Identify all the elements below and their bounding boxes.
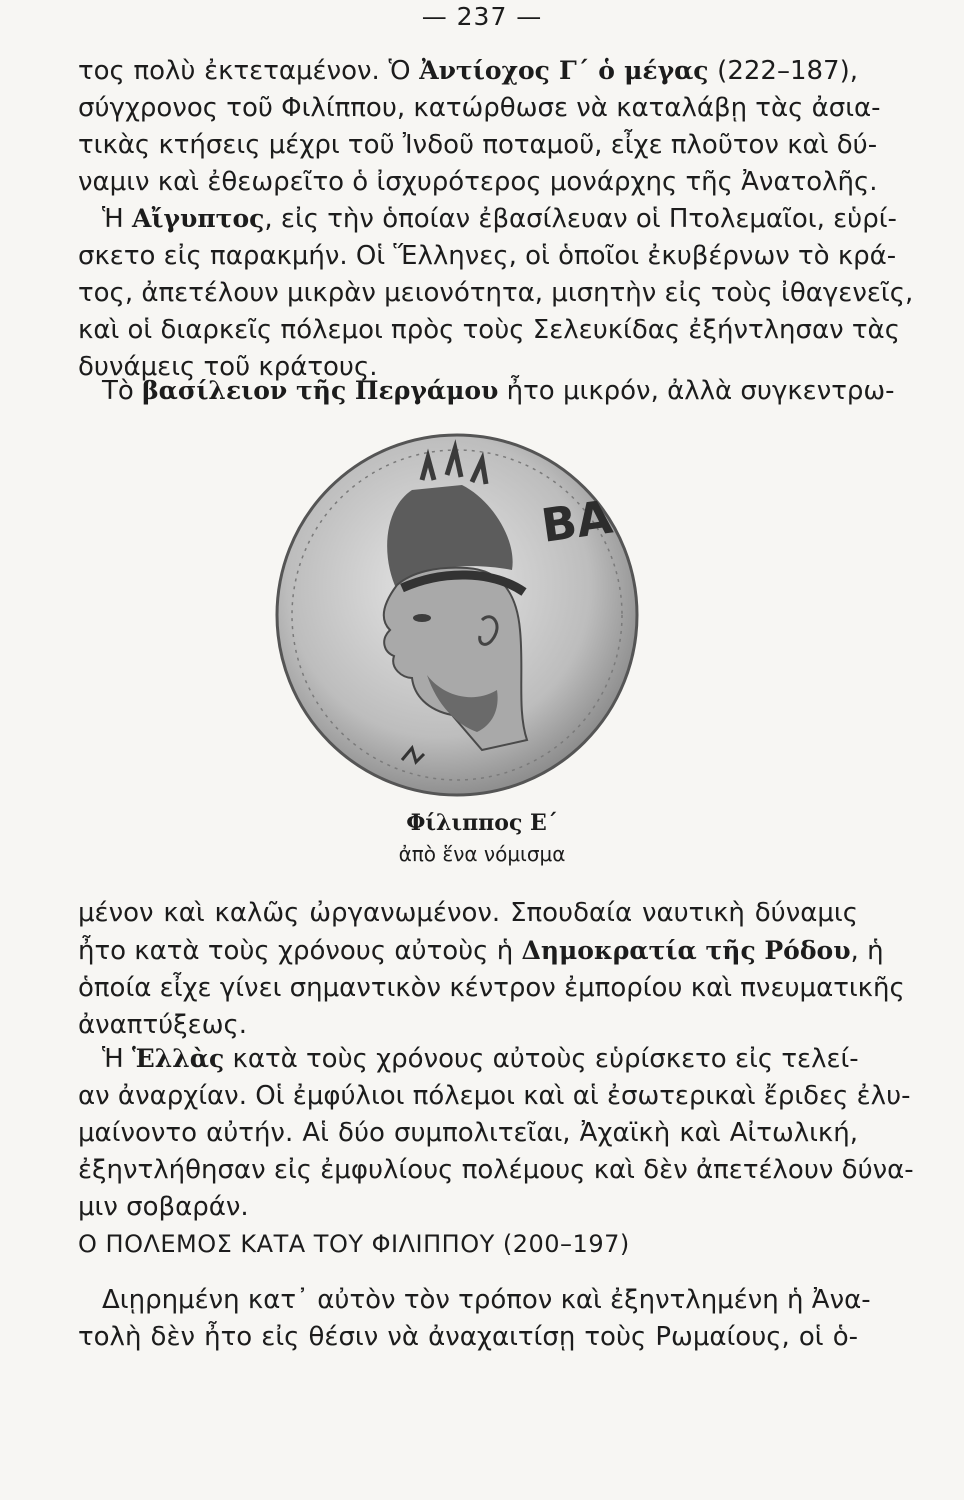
text-line: Τὸ βασίλειον τῆς Περγάμου ἦτο μικρόν, ἀλλὰ συγκεντρω- — [102, 376, 895, 406]
text-line: σκετο εἰς παρακμήν. Οἱ Ἕλληνες, οἱ ὁποῖοι ἐκυβέρνων τὸ κρά- — [78, 241, 897, 271]
text-line: ἐξηντλήθησαν εἰς ἐμφυλίους πολέμους καὶ δὲν ἀπετέλουν δύνα- — [78, 1155, 914, 1185]
text-line: Ἡ Αἴγυπτος, εἰς τὴν ὁποίαν ἐβασίλευαν οἱ Πτολεμαῖοι, εὑρί- — [102, 204, 897, 234]
text-line: ἀναπτύξεως. — [78, 1010, 247, 1040]
text-line: μένον καὶ καλῶς ὠργανωμένον. Σπουδαία ναυτικὴ δύναμις — [78, 898, 858, 928]
paragraph-rhodes — [78, 895, 905, 1044]
text-line: ναμιν καὶ ἐθεωρεῖτο ὁ ἰσχυρότερος μονάρχης τῆς Ἀνατολῆς. — [78, 167, 878, 197]
page-number: — 237 — — [421, 2, 543, 31]
text-line: μιν σοβαράν. — [78, 1192, 249, 1222]
text-line: μαίνοντο αὐτήν. Αἱ δύο συμπολιτεῖαι, Ἀχαϊκὴ καὶ Αἰτωλική, — [78, 1118, 858, 1148]
text-line: δυνάμεις τοῦ κράτους. — [78, 352, 378, 382]
coin-monogram: ΒΑ — [538, 489, 616, 553]
bold-term-pergamon: βασίλειον τῆς Περγάμου — [142, 376, 499, 405]
text-line: ὁποία εἶχε γίνει σημαντικὸν κέντρον ἐμπορίου καὶ πνευματικῆς — [78, 973, 905, 1003]
text-line: τικὰς κτήσεις μέχρι τοῦ Ἰνδοῦ ποταμοῦ, εἶχε πλοῦτον καὶ δύ- — [78, 130, 878, 160]
text-line: Διῃρημένη κατ᾽ αὐτὸν τὸν τρόπον καὶ ἐξηντλημένη ἡ Ἀνα- — [102, 1285, 871, 1315]
text-line: αν ἀναρχίαν. Οἱ ἐμφύλιοι πόλεμοι καὶ αἱ ἐσωτερικαὶ ἔριδες ἐλυ- — [78, 1081, 911, 1111]
text-line: Ἡ Ἑλλὰς κατὰ τοὺς χρόνους αὐτοὺς εὑρίσκετο εἰς τελεί- — [102, 1044, 859, 1074]
text-line: ἦτο κατὰ τοὺς χρόνους αὐτοὺς ἡ Δημοκρατία τῆς Ρόδου, ἡ — [78, 936, 884, 966]
text-line: τος, ἀπετέλουν μικρὰν μειονότητα, μισητὴν εἰς τοὺς ἰθαγενεῖς, — [78, 278, 914, 308]
bold-term-antiochus: Ἀντίοχος Γ΄ ὁ μέγας — [419, 56, 709, 85]
paragraph-egypt — [78, 200, 914, 386]
text-line: καὶ οἱ διαρκεῖς πόλεμοι πρὸς τοὺς Σελευκίδας ἐξήντλησαν τὰς — [78, 315, 900, 345]
text-line: σύγχρονος τοῦ Φιλίππου, κατώρθωσε νὰ καταλάβῃ τὰς ἀσια- — [78, 93, 881, 123]
section-heading: Ο ΠΟΛΕΜΟΣ ΚΑΤΑ ΤΟΥ ΦΙΛΙΠΠΟΥ (200–197) — [78, 1230, 630, 1258]
bold-term-rhodes: Δημοκρατία τῆς Ρόδου — [521, 936, 851, 965]
figure-caption-subtitle: ἀπὸ ἕνα νόμισμα — [398, 842, 566, 866]
paragraph-antiochus — [78, 52, 881, 201]
paragraph-divided-east — [78, 1282, 871, 1356]
text-line: τος πολὺ ἐκτεταμένον. Ὁ Ἀντίοχος Γ΄ ὁ μέγας (222–187), — [78, 56, 858, 86]
figure-caption-title: Φίλιππος Ε΄ — [406, 810, 558, 836]
paragraph-hellas — [78, 1040, 914, 1226]
paragraph-pergamon — [78, 372, 895, 410]
bold-term-egypt: Αἴγυπτος — [132, 204, 265, 233]
text-line: τολὴ δὲν ἦτο εἰς θέσιν νὰ ἀναχαιτίσῃ τοὺς Ρωμαίους, οἱ ὁ- — [78, 1322, 858, 1352]
bold-term-hellas: Ἑλλὰς — [132, 1044, 225, 1073]
coin-image — [262, 420, 652, 814]
